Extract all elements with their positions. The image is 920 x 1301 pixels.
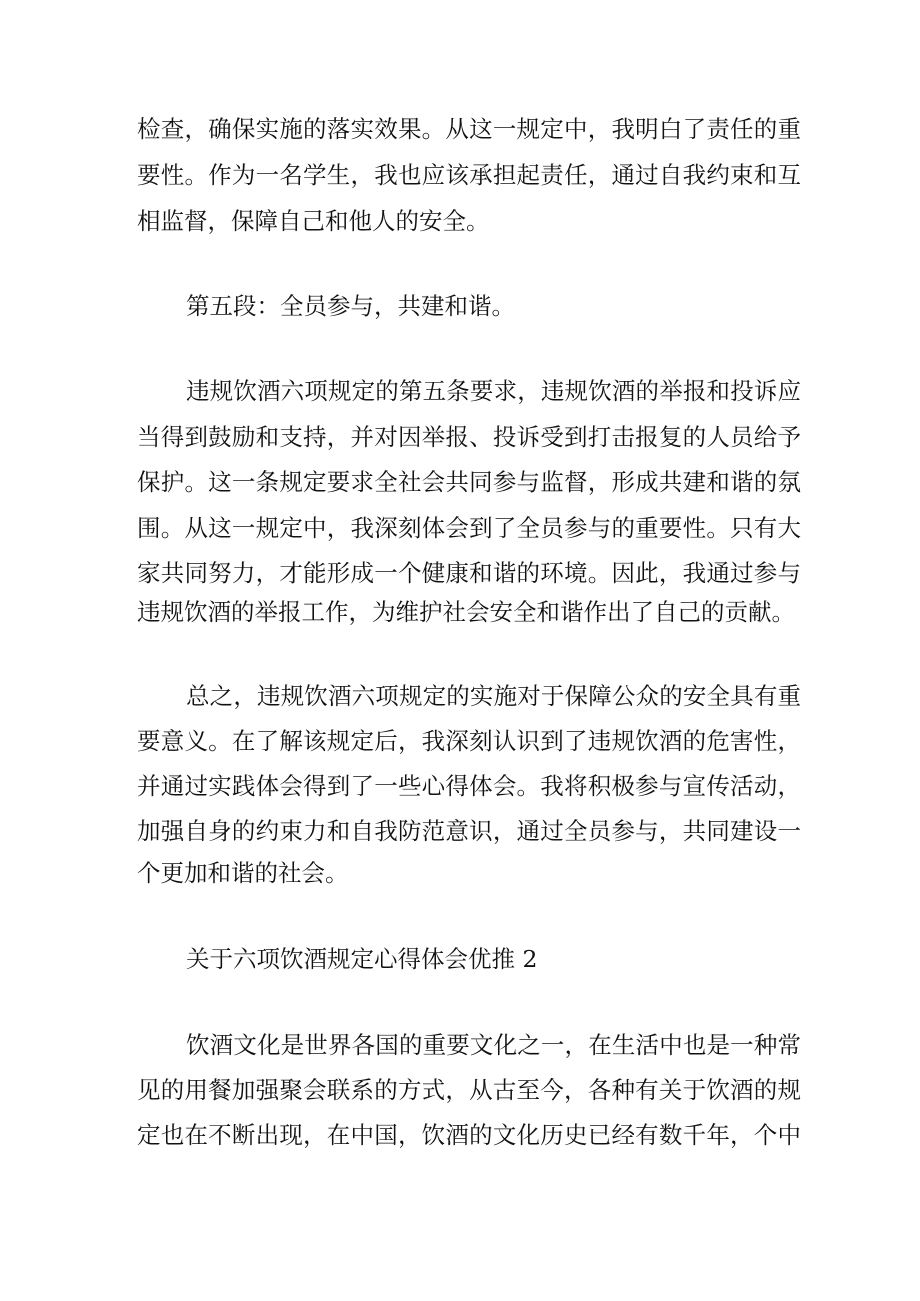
paragraph-3-line-5: 个更加和谐的社会。 — [137, 859, 349, 887]
paragraph-2-line-2: 当得到鼓励和支持，并对因举报、投诉受到打击报复的人员给予 — [137, 423, 801, 451]
section-heading-5: 第五段：全员参与，共建和谐。 — [186, 292, 515, 320]
paragraph-2-line-3: 保护。这一条规定要求全社会共同参与监督，形成共建和谐的氛 — [137, 468, 801, 496]
paragraph-5-line-1: 饮酒文化是世界各国的重要文化之一，在生活中也是一种常 — [186, 1031, 801, 1059]
paragraph-3-line-3: 并通过实践体会得到了一些心得体会。我将积极参与宣传活动， — [137, 772, 801, 800]
paragraph-3-line-2: 要意义。在了解该规定后，我深刻认识到了违规饮酒的危害性， — [137, 727, 801, 755]
paragraph-1-line-3: 相监督，保障自己和他人的安全。 — [137, 207, 490, 235]
paragraph-5-line-2: 见的用餐加强聚会联系的方式，从古至今，各种有关于饮酒的规 — [137, 1076, 801, 1104]
paragraph-2-line-5: 家共同努力，才能形成一个健康和谐的环境。因此，我通过参与 — [137, 559, 801, 587]
paragraph-1-line-2: 要性。作为一名学生，我也应该承担起责任，通过自我约束和互 — [137, 161, 801, 189]
article-title-2: 关于六项饮酒规定心得体会优推 2 — [186, 945, 538, 973]
paragraph-2-line-4: 围。从这一规定中，我深刻体会到了全员参与的重要性。只有大 — [137, 514, 801, 542]
paragraph-3-line-4: 加强自身的约束力和自我防范意识，通过全员参与，共同建设一 — [137, 817, 801, 845]
paragraph-1-line-1: 检查，确保实施的落实效果。从这一规定中，我明白了责任的重 — [137, 115, 801, 143]
paragraph-2-line-1: 违规饮酒六项规定的第五条要求，违规饮酒的举报和投诉应 — [186, 377, 801, 405]
paragraph-2-line-6: 违规饮酒的举报工作，为维护社会安全和谐作出了自己的贡献。 — [137, 598, 795, 626]
paragraph-5-line-3: 定也在不断出现，在中国，饮酒的文化历史已经有数千年，个中 — [137, 1121, 801, 1149]
paragraph-3-line-1: 总之，违规饮酒六项规定的实施对于保障公众的安全具有重 — [186, 682, 801, 710]
